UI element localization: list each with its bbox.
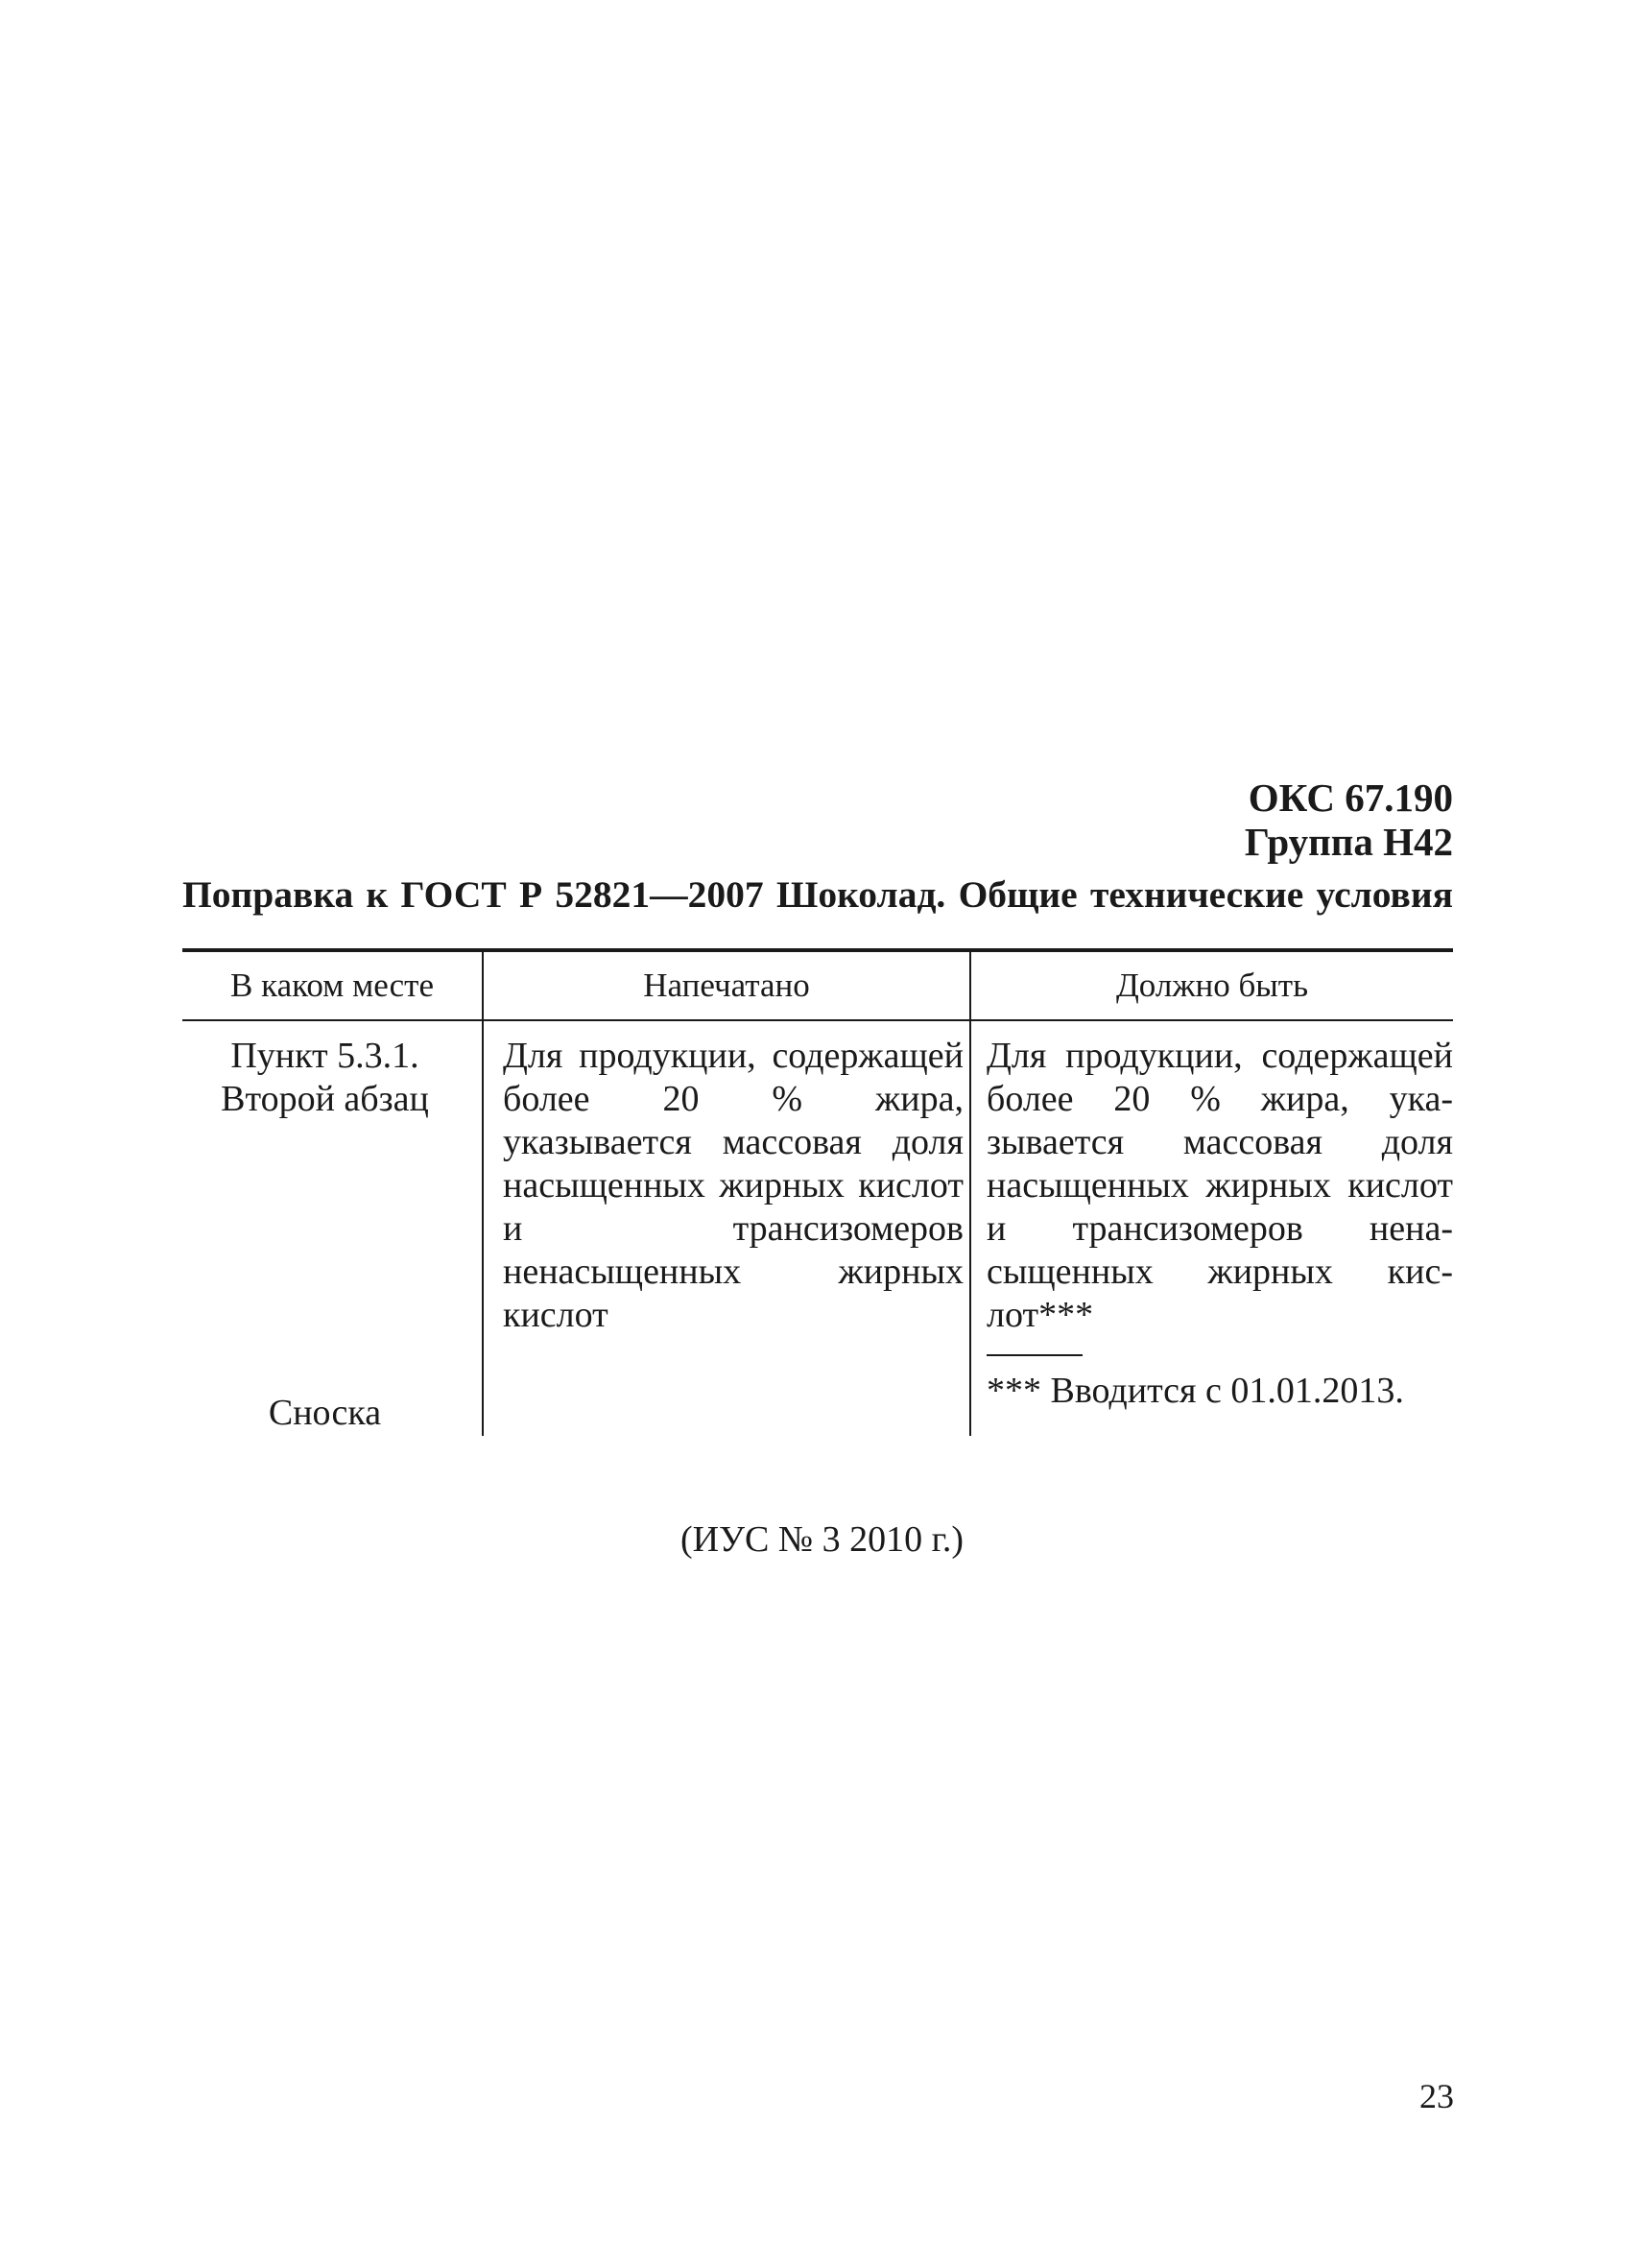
column-header-place: В каком месте (182, 950, 483, 1020)
oks-code: ОКС 67.190 (1248, 776, 1453, 820)
amendment-title: Поправка к ГОСТ Р 52821—2007 Шоколад. Общие технические условия (182, 873, 1453, 916)
place-cell (182, 1020, 483, 1436)
footnote-place-text: Сноска (268, 1393, 382, 1433)
place-text: Пункт 5.3.1. Второй абзац (221, 1036, 429, 1119)
table-row (182, 1020, 1453, 1436)
column-header-printed: Напечатано (483, 950, 970, 1020)
document-header (182, 776, 1453, 918)
printed-text: Для продукции, содержащей более 20 % жира, указывается массовая доля насыщенных жирных кислот и трансизомеров ненасыщенных жирных кислот (503, 1036, 964, 1335)
should-be-cell (970, 1020, 1453, 1436)
group-code: Группа Н42 (1244, 820, 1453, 864)
ius-reference: (ИУС № 3 2010 г.) (679, 1519, 965, 1560)
column-header-should-be: Должно быть (970, 950, 1453, 1020)
footnote-divider (987, 1354, 1083, 1356)
page-number: 23 (1419, 2077, 1454, 2115)
printed-cell (483, 1020, 970, 1436)
footnote-text: *** Вводится с 01.01.2013. (987, 1371, 1404, 1411)
table-header-row (182, 950, 1453, 1020)
should-be-text: Для продукции, содержащей более 20 % жира, указывается массовая доля насыщенных жирных кислот и трансизомеров ненасыщенных жирных кислот*** (987, 1036, 1453, 1335)
amendment-table (182, 948, 1453, 1436)
